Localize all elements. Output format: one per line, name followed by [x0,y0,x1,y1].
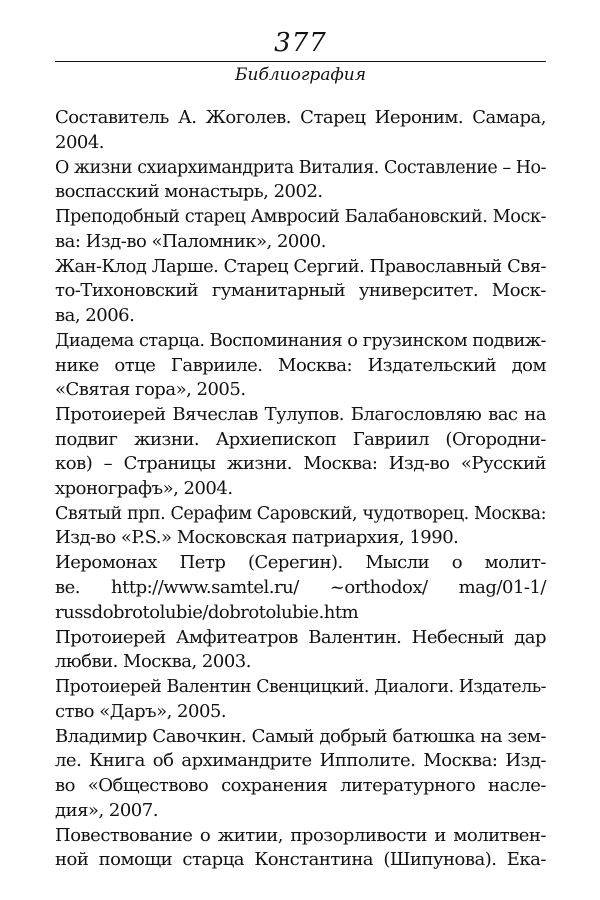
entry-line: подвиг жизни. Архиепископ Гавриил (Огородни- [55,428,546,450]
entry-line: Протоиерей Валентин Свенцицкий. Диалоги. Издатель- [55,677,546,698]
bibliography-entry [55,106,546,155]
running-head: Библиография [235,65,366,85]
entry-line: нике отце Гаврииле. Москва: Издательский дом [55,354,546,376]
entry-line: Изд-во «P.S.» Московская патриархия, 1990. [55,527,459,549]
entry-line: «Святая гора», 2005. [55,379,246,401]
entry-line: Составитель А. Жоголев. Старец Иероним. Самара, [55,107,546,128]
entry-line: ство «Даръ», 2005. [55,700,227,722]
bibliography-entry [55,255,546,329]
bibliography-list [55,106,546,873]
entry-line: то-Тихоновский гуманитарный университет. Моск- [55,280,546,302]
entry-line: Диадема старца. Воспоминания о грузинском подвиж- [55,330,546,351]
entry-line: хронографъ», 2004. [55,477,233,499]
entry-line: Святый прп. Серафим Саровский, чудотворец. Москва: [55,503,546,524]
bibliography-entry [55,403,546,501]
entry-line: любви. Москва, 2003. [55,651,251,673]
bibliography-entry [55,329,546,403]
entry-line: ве. http://www.samtel.ru/ ~orthodox/ mag/01-1/ [55,577,546,599]
header-rule [55,61,546,62]
entry-line: russdobrotolubie/dobrotolubie.htm [55,601,359,623]
entry-line: ва, 2006. [55,304,135,326]
entry-line: ков) – Страницы жизни. Москва: Изд-во «Русский [55,453,546,475]
entry-line: ной помощи старца Константина (Шипунова). Ека- [55,849,546,871]
entry-line: ва: Изд-во «Паломник», 2000. [55,230,326,252]
bibliography-entry [55,824,546,873]
bibliography-entry [55,675,546,724]
bibliography-entry [55,725,546,823]
entry-line: воспасский монастырь, 2002. [55,181,323,203]
entry-line: Протоиерей Амфитеатров Валентин. Небесный дар [55,626,546,648]
entry-line: дия», 2007. [55,799,158,821]
page-number: 377 [274,28,327,58]
entry-line: 2004. [55,131,105,153]
bibliography-entry [55,502,546,551]
bibliography-entry [55,156,546,205]
bibliography-entry [55,551,546,625]
entry-line: Владимир Савочкин. Самый добрый батюшка на зем- [55,725,546,747]
entry-line: Иеромонах Петр (Серегин). Мысли о молит- [55,552,546,574]
entry-line: во «Обществово сохранения литературного насле- [55,774,546,796]
bibliography-entry [55,205,546,254]
entry-line: Преподобный старец Амвросий Балабановский. Моск- [55,207,546,228]
entry-line: О жизни схиархимандрита Виталия. Составление – Но- [55,157,546,178]
entry-line: Повествование о житии, прозорливости и молитвен- [55,824,546,846]
entry-line: Жан-Клод Ларше. Старец Сергий. Православный Свя- [55,255,546,277]
bibliography-entry [55,626,546,675]
page-header [55,28,546,87]
entry-line: ле. Книга об архимандрите Ипполите. Москва: Изд- [55,750,546,772]
entry-line: Протоиерей Вячеслав Тулупов. Благословляю вас на [55,404,546,426]
